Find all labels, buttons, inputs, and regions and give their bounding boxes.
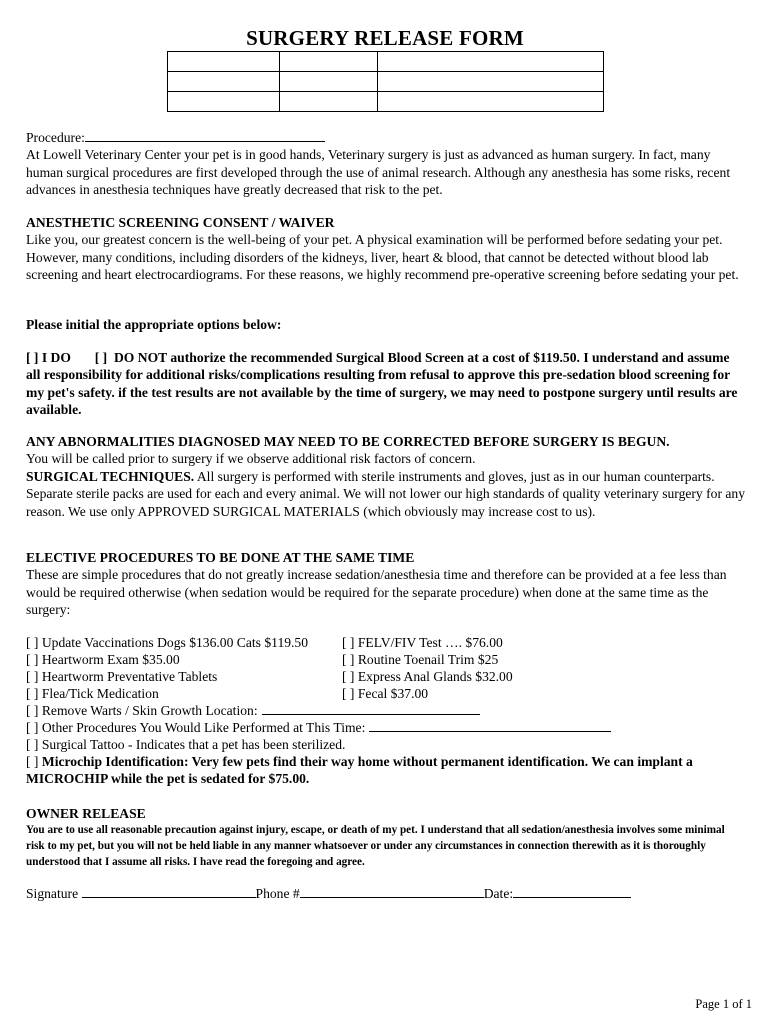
warts-location-field[interactable] <box>262 702 480 715</box>
owner-body: You are to use all reasonable precaution against injury, escape, or death of my pet. I understand that all sedation/anesthesia involves some minimal risk to my pet, but you will not be held liable in any manner whatsoever or under any circumstances in connection therewith as it is thoroughly understood that I assume all risks. I have read the foregoing and agree. <box>26 824 725 868</box>
page-title: SURGERY RELEASE FORM <box>246 26 524 50</box>
option-vaccinations[interactable]: [ ] Update Vaccinations Dogs $136.00 Cats $119.50 <box>26 635 309 650</box>
option-anal-glands[interactable]: [ ] Express Anal Glands $32.00 <box>342 669 513 684</box>
elective-row <box>26 702 480 719</box>
page-footer: Page 1 of 1 <box>695 997 752 1011</box>
option-heartworm-tablets[interactable]: [ ] Heartworm Preventative Tablets <box>26 669 218 684</box>
abnormalities-section <box>26 433 746 520</box>
elective-row <box>26 634 308 651</box>
signature-row <box>26 885 631 902</box>
microchip-section <box>26 753 746 788</box>
option-tattoo[interactable]: [ ] Surgical Tattoo - Indicates that a pet has been sterilized. <box>26 737 346 752</box>
header-cell[interactable] <box>168 92 280 112</box>
signature-label: Signature <box>26 886 79 901</box>
option-toenail-trim[interactable]: [ ] Routine Toenail Trim $25 <box>342 652 499 667</box>
owner-heading: OWNER RELEASE <box>26 806 146 821</box>
elective-row <box>26 668 217 685</box>
anesthetic-body: Like you, our greatest concern is the well-being of your pet. A physical examination will be performed before sedating your pet. However, many conditions, including disorders of the kidneys, liver, heart & blood, that cannot be detected without blood lab screening and heart electrocardiograms. For these reasons, we highly recommend pre-operative screening before sedating your pet. <box>26 232 739 283</box>
other-procedures-field[interactable] <box>369 719 611 732</box>
initial-prompt: Please initial the appropriate options below: <box>26 317 282 332</box>
elective-row <box>26 719 611 736</box>
abnormalities-line: You will be called prior to surgery if we observe additional risk factors of concern. <box>26 451 476 467</box>
header-cell[interactable] <box>280 72 378 92</box>
elective-section <box>26 549 746 619</box>
intro-text: At Lowell Veterinary Center your pet is in good hands, Veterinary surgery is just as advanced as human surgery. In fact, many human surgical procedures are first developed through the use of animal research. Although any anesthesia has some risks, recent advances in anesthesia techniques have greatly decreased that risk to the pet. <box>26 147 731 198</box>
option-fecal[interactable]: [ ] Fecal $37.00 <box>342 686 429 701</box>
date-field[interactable] <box>513 885 631 898</box>
elective-row <box>342 685 428 702</box>
procedure-label: Procedure: <box>26 130 85 145</box>
elective-heading: ELECTIVE PROCEDURES TO BE DONE AT THE SAME TIME <box>26 550 415 565</box>
phone-label: Phone # <box>255 886 300 901</box>
microchip-text: Microchip Identification: Very few pets find their way home without permanent identification. We can implant a MICROCHIP while the pet is sedated for $75.00. <box>26 754 693 787</box>
option-flea-tick[interactable]: [ ] Flea/Tick Medication <box>26 686 159 701</box>
header-cell[interactable] <box>168 52 280 72</box>
elective-row <box>342 634 503 651</box>
option-other[interactable]: [ ] Other Procedures You Would Like Performed at This Time: <box>26 720 366 735</box>
consent-section <box>26 349 746 419</box>
elective-body: These are simple procedures that do not greatly increase sedation/anesthesia time and therefore can be provided at a fee less than would be required otherwise (when sedation would be required for the separate procedure) when done at the same time as the surgery: <box>26 567 727 618</box>
option-heartworm-exam[interactable]: [ ] Heartworm Exam $35.00 <box>26 652 180 667</box>
header-cell[interactable] <box>378 72 604 92</box>
header-cell[interactable] <box>280 92 378 112</box>
date-label: Date: <box>483 886 514 901</box>
phone-field[interactable] <box>300 885 484 898</box>
procedure-field[interactable] <box>85 129 325 142</box>
techniques-label: SURGICAL TECHNIQUES. <box>26 468 195 484</box>
elective-row <box>26 736 345 753</box>
consent-do-checkbox[interactable]: [ ] I DO <box>26 350 71 365</box>
option-felv-fiv[interactable]: [ ] FELV/FIV Test …. $76.00 <box>342 635 503 650</box>
header-table <box>167 51 604 112</box>
signature-field[interactable] <box>82 885 256 898</box>
elective-row <box>26 651 180 668</box>
option-microchip[interactable]: [ ] <box>26 754 42 769</box>
elective-row <box>26 685 159 702</box>
header-cell[interactable] <box>168 72 280 92</box>
elective-row <box>342 668 513 685</box>
anesthetic-section <box>26 214 746 284</box>
consent-text: DO NOT authorize the recommended Surgical Blood Screen at a cost of $119.50. I understand and assume all responsibility for additional risks/complications resulting from refusal to approve this pre-sedation blood screening for my pet's safety. if the test results are not available by the time of surgery, we may need to postpone surgery until results are available. <box>26 350 738 418</box>
elective-row <box>342 651 498 668</box>
owner-section <box>26 805 746 822</box>
abnormalities-heading: ANY ABNORMALITIES DIAGNOSED MAY NEED TO BE CORRECTED BEFORE SURGERY IS BEGUN. <box>26 434 670 449</box>
anesthetic-heading: ANESTHETIC SCREENING CONSENT / WAIVER <box>26 215 335 230</box>
header-cell[interactable] <box>280 52 378 72</box>
procedure-section <box>26 129 746 199</box>
option-warts[interactable]: [ ] Remove Warts / Skin Growth Location: <box>26 703 258 718</box>
header-cell[interactable] <box>378 92 604 112</box>
header-cell[interactable] <box>378 52 604 72</box>
techniques-body: All surgery is performed with sterile instruments and gloves, just as in our human counterparts. Separate sterile packs are used for each and every animal. We will not lower our high standards of quality veterinary surgery for any reason. We use only APPROVED SURGICAL MATERIALS (which obviously may increase cost to us). <box>26 468 745 519</box>
consent-do-not-checkbox[interactable]: [ ] <box>94 350 108 365</box>
